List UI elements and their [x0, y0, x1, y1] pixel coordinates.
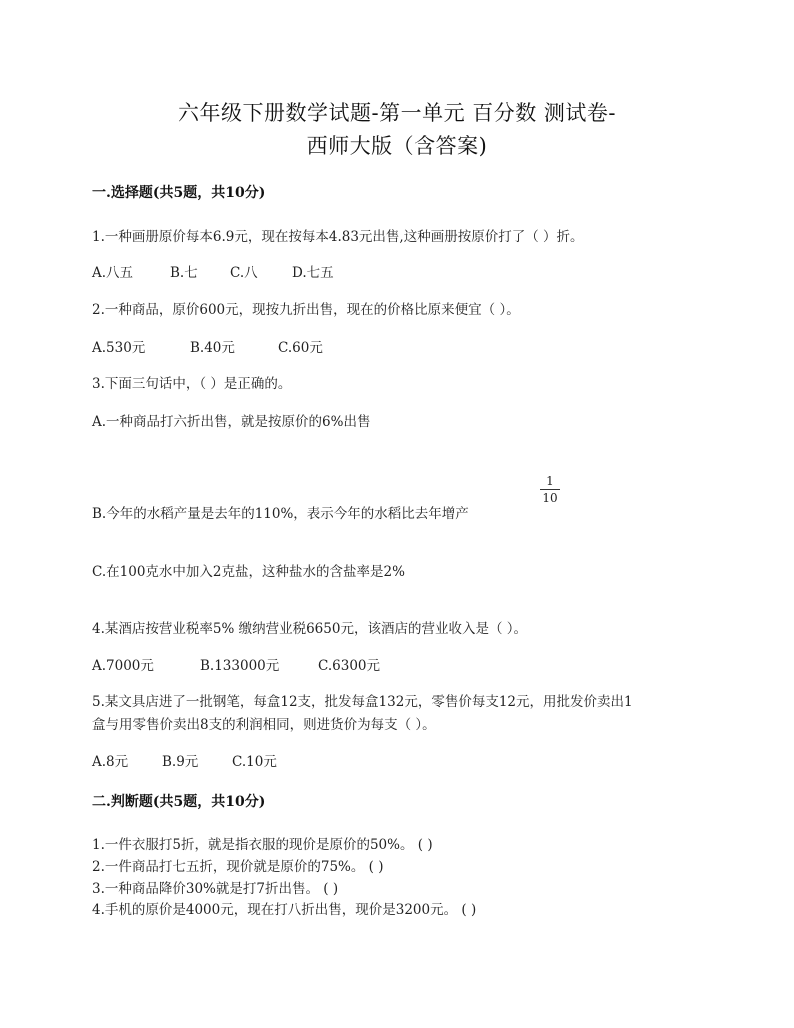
- judgment-item-3: 3.一种商品降价30%就是打7折出售。 ( ): [92, 881, 339, 897]
- question-3-text: 3.下面三句话中，（ ）是正确的。: [92, 376, 292, 392]
- question-5-text-line2: 盒与用零售价卖出8支的利润相同，则进货价为每支（ ）。: [92, 717, 436, 733]
- question-4-option-a: A.7000元: [92, 658, 154, 674]
- page-title-line1: 六年级下册数学试题-第一单元 百分数 测试卷-: [177, 101, 617, 125]
- question-5-text-line1: 5.某文具店进了一批钢笔，每盒12支，批发每盒132元，零售价每支12元，用批发价卖出1: [92, 694, 633, 710]
- question-1-option-a: A.八五: [92, 265, 134, 281]
- question-1-option-b: B.七: [170, 265, 198, 281]
- question-3-option-b: B.今年的水稻产量是去年的110%，表示今年的水稻比去年增产: [92, 506, 469, 522]
- question-1-text: 1.一种画册原价每本6.9元，现在按每本4.83元出售,这种画册按原价打了（ ）折。: [92, 229, 584, 245]
- question-5-option-c: C.10元: [232, 754, 277, 770]
- question-4-option-c: C.6300元: [318, 658, 380, 674]
- question-3-option-a: A.一种商品打六折出售，就是按原价的6%出售: [92, 414, 371, 430]
- fraction-denominator: 10: [542, 491, 558, 505]
- fraction-bar: [540, 489, 560, 490]
- question-4-option-b: B.133000元: [200, 658, 280, 674]
- question-2-option-b: B.40元: [190, 340, 235, 356]
- judgment-item-4: 4.手机的原价是4000元，现在打八折出售，现价是3200元。 ( ): [92, 902, 477, 918]
- question-4-text: 4.某酒店按营业税率5% 缴纳营业税6650元，该酒店的营业收入是（ ）。: [92, 621, 527, 637]
- question-2-option-c: C.60元: [278, 340, 323, 356]
- fraction-numerator: 1: [546, 474, 554, 488]
- question-3-option-c: C.在100克水中加入2克盐，这种盐水的含盐率是2%: [92, 564, 405, 580]
- page-title-line2: 西师大版（含答案): [306, 134, 488, 158]
- section-heading-judgment: 二.判断题(共5题，共10分): [92, 794, 266, 810]
- question-1-option-c: C.八: [230, 265, 258, 281]
- judgment-item-1: 1.一件衣服打5折，就是指衣服的现价是原价的50%。 ( ): [92, 837, 433, 853]
- judgment-item-2: 2.一件商品打七五折，现价就是原价的75%。 ( ): [92, 859, 384, 875]
- question-2-text: 2.一种商品，原价600元，现按九折出售，现在的价格比原来便宜（ ）。: [92, 302, 520, 318]
- question-1-option-d: D.七五: [292, 265, 334, 281]
- fraction-one-tenth: [540, 474, 560, 505]
- question-5-option-a: A.8元: [92, 754, 129, 770]
- question-5-option-b: B.9元: [162, 754, 199, 770]
- question-2-option-a: A.530元: [92, 340, 146, 356]
- section-heading-choice: 一.选择题(共5题，共10分): [92, 185, 266, 201]
